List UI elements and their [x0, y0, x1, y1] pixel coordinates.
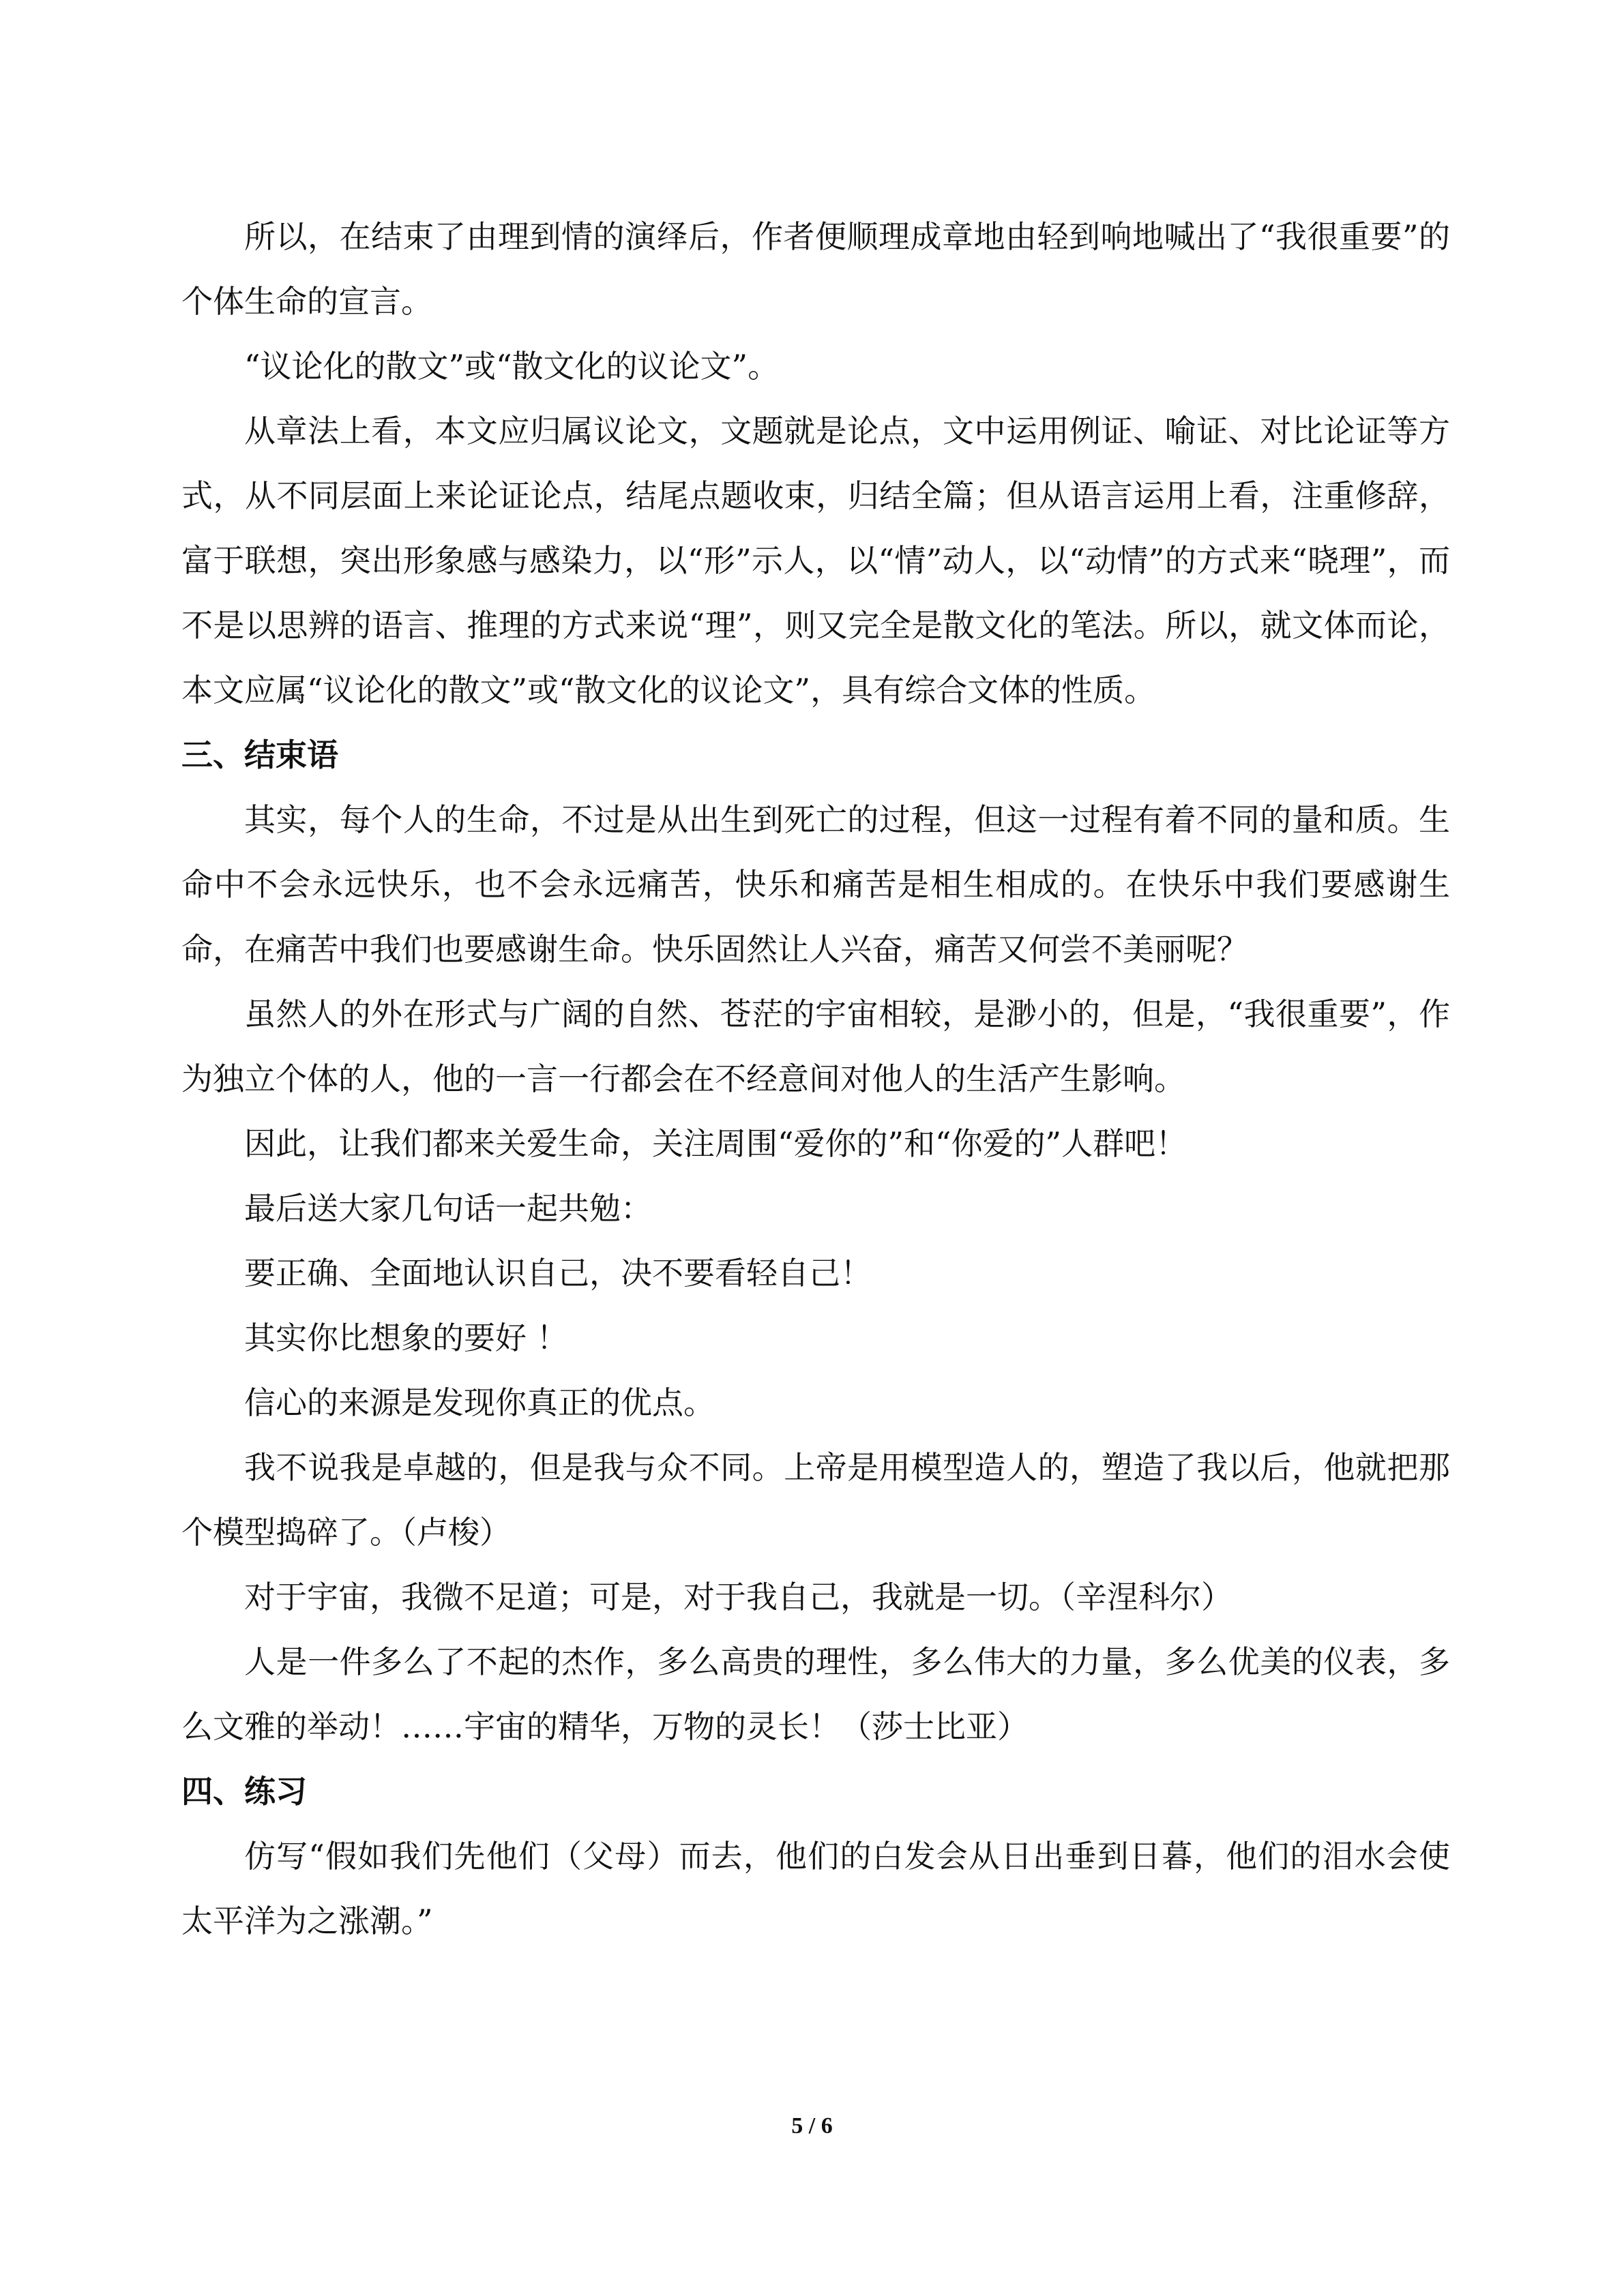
paragraph-quote-confidence: 信心的来源是发现你真正的优点。 [244, 1384, 715, 1421]
section-heading-conclusion: 三、结束语 [181, 736, 338, 773]
page-number: 5 / 6 [791, 2113, 833, 2138]
paragraph-life-reflection: 其实，每个人的生命，不过是从出生到死亡的过程，但这一过程有着不同的量和质。生命中不会永远快乐，也不会永远痛苦，快乐和痛苦是相生相成的。在快乐中我们要感谢生命，在痛苦中我们也要感谢生命。快乐固然让人兴奋，痛苦又何尝不美丽呢？ [181, 801, 1450, 968]
paragraph-quote-self-recognition: 要正确、全面地认识自己，决不要看轻自己！ [244, 1255, 872, 1292]
section-heading-exercise: 四、练习 [181, 1773, 307, 1810]
paragraph-individual-importance: 虽然人的外在形式与广阔的自然、苍茫的宇宙相较，是渺小的，但是，“我很重要”，作为独立个体的人，他的一言一行都会在不经意间对他人的生活产生影响。 [181, 996, 1450, 1097]
paragraph-genre-title: “议论化的散文”或“散文化的议论文”。 [244, 348, 780, 385]
paragraph-quote-senecour: 对于宇宙，我微不足道；可是，对于我自己，我就是一切。（辛涅科尔） [244, 1579, 1232, 1615]
paragraph-quote-rousseau: 我不说我是卓越的，但是我与众不同。上帝是用模型造人的，塑造了我以后，他就把那个模型捣碎了。（卢梭） [181, 1449, 1450, 1551]
paragraph-quotes-intro: 最后送大家几句话一起共勉： [244, 1190, 652, 1227]
paragraph-conclusion-intro: 所以，在结束了由理到情的演绎后，作者便顺理成章地由轻到响地喊出了“我很重要”的个体生命的宣言。 [181, 218, 1450, 320]
paragraph-quote-better-than-imagined: 其实你比想象的要好 ！ [244, 1320, 568, 1356]
paragraph-exercise-prompt: 仿写“假如我们先他们（父母）而去，他们的白发会从日出垂到日暮，他们的泪水会使太平洋为之涨潮。” [181, 1838, 1450, 1939]
paragraph-care-for-life: 因此，让我们都来关爱生命，关注周围“爱你的”和“你爱的”人群吧！ [244, 1125, 1187, 1162]
paragraph-genre-analysis: 从章法上看，本文应归属议论文，文题就是论点，文中运用例证、喻证、对比论证等方式，从不同层面上来论证论点，结尾点题收束，归结全篇；但从语言运用上看，注重修辞，富于联想，突出形象感与感染力，以“形”示人，以“情”动人，以“动情”的方式来“晓理”，而不是以思辨的语言、推理的方式来说“理”，则又完全是散文化的笔法。所以，就文体而论，本文应属“议论化的散文”或“散文化的议论文”，具有综合文体的性质。 [181, 413, 1450, 709]
paragraph-quote-shakespeare: 人是一件多么了不起的杰作，多么高贵的理性，多么伟大的力量，多么优美的仪表，多么文雅的举动！……宇宙的精华，万物的灵长！（莎士比亚） [181, 1643, 1450, 1745]
document-body [181, 205, 1450, 1954]
